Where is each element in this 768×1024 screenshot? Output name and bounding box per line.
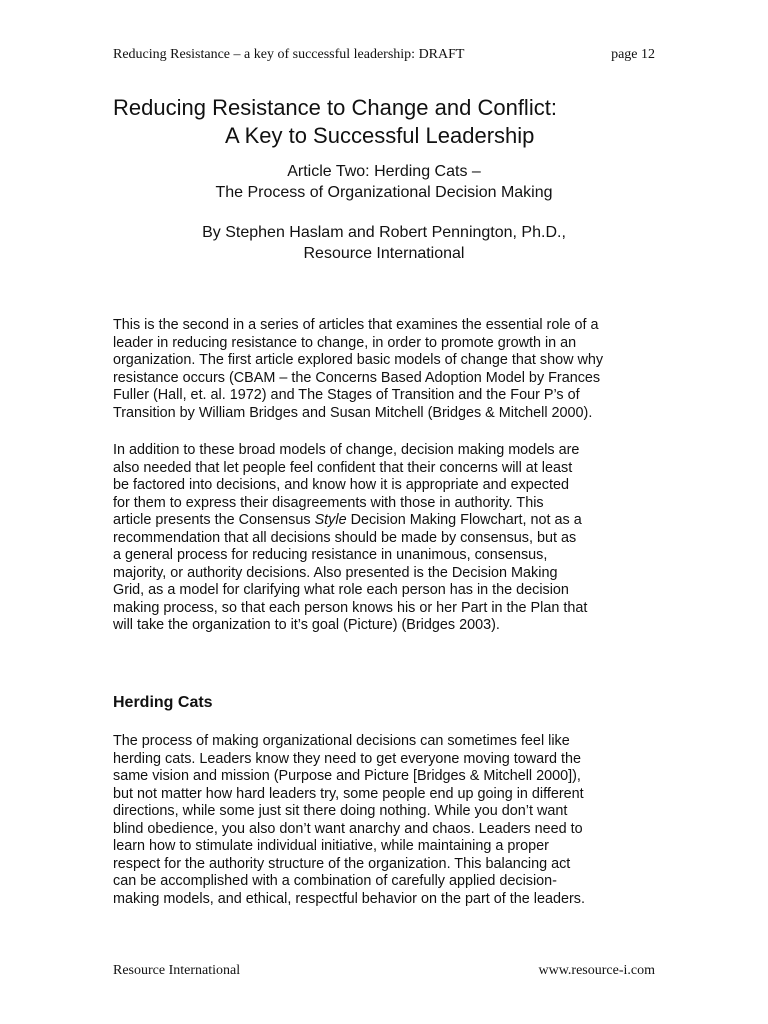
paragraph-line: leader in reducing resistance to change, in order to promote growth in an: [113, 334, 577, 351]
paragraph-line: learn how to stimulate individual initiative, while maintaining a proper: [113, 838, 549, 854]
paragraph-line: be factored into decisions, and know how it is appropriate and expected: [113, 477, 569, 493]
paragraph-line: making models, and ethical, respectful behavior on the part of the leaders.: [113, 890, 585, 907]
document-title: [113, 94, 673, 150]
subtitle-line-1: Article Two: Herding Cats –: [287, 163, 481, 180]
paragraph-line: directions, while some just sit there doing nothing. While you don’t want: [113, 803, 568, 819]
body-paragraph-2: [113, 442, 673, 635]
paragraph-line: blind obedience, you also don’t want anarchy and chaos. Leaders need to: [113, 820, 583, 837]
paragraph-line: recommendation that all decisions should be made by consensus, but as: [113, 529, 577, 546]
title-line-2: A Key to Successful Leadership: [225, 123, 535, 148]
running-title: Reducing Resistance – a key of successful leadership: DRAFT: [113, 47, 465, 62]
subtitle-line-2: The Process of Organizational Decision Making: [215, 184, 553, 201]
article-subtitle: [113, 161, 655, 203]
paragraph-line: In addition to these broad models of change, decision making models are: [113, 442, 580, 458]
byline-authors: By Stephen Haslam and Robert Pennington, Ph.D.,: [202, 224, 566, 241]
paragraph-line: making process, so that each person knows his or her Part in the Plan that: [113, 599, 588, 616]
paragraph-line: The process of making organizational decisions can sometimes feel like: [113, 733, 570, 749]
paragraph-line: organization. The first article explored basic models of change that show why: [113, 352, 604, 368]
styled-text-pre: article presents the Consensus: [113, 512, 315, 528]
byline: [113, 222, 655, 264]
paragraph-line: Grid, as a model for clarifying what role each person has in the decision: [113, 582, 569, 598]
paragraph-line: a general process for reducing resistance in unanimous, consensus,: [113, 547, 548, 563]
paragraph-line: same vision and mission (Purpose and Picture [Bridges & Mitchell 2000]),: [113, 768, 581, 784]
paragraph-line: herding cats. Leaders know they need to get everyone moving toward the: [113, 750, 581, 767]
running-footer: [113, 962, 655, 980]
paragraph-line: Transition by William Bridges and Susan Mitchell (Bridges & Mitchell 2000).: [113, 404, 593, 421]
paragraph-line-styled: [113, 512, 673, 530]
body-paragraph-3: [113, 733, 673, 908]
paragraph-line: also needed that let people feel confident that their concerns will at least: [113, 459, 573, 476]
title-line-1: Reducing Resistance to Change and Conflict:: [113, 95, 557, 120]
paragraph-line: can be accomplished with a combination of carefully applied decision-: [113, 873, 557, 889]
italic-style-word: Style: [314, 512, 347, 528]
paragraph-line: will take the organization to it’s goal (Picture) (Bridges 2003).: [113, 617, 500, 633]
footer-organization: Resource International: [113, 963, 241, 978]
paragraph-line: respect for the authority structure of the organization. This balancing act: [113, 855, 571, 872]
paragraph-line: Fuller (Hall, et. al. 1972) and The Stages of Transition and the Four P’s of: [113, 387, 580, 403]
byline-organization: Resource International: [303, 245, 465, 262]
paragraph-line: but not matter how hard leaders try, some people end up going in different: [113, 785, 584, 802]
paragraph-line: resistance occurs (CBAM – the Concerns Based Adoption Model by Frances: [113, 369, 601, 386]
body-paragraph-1: [113, 317, 673, 422]
footer-website-link[interactable]: www.resource-i.com: [538, 963, 655, 978]
paragraph-line: This is the second in a series of articles that examines the essential role of a: [113, 317, 599, 333]
paragraph-line: majority, or authority decisions. Also presented is the Decision Making: [113, 564, 558, 581]
paragraph-line: for them to express their disagreements with those in authority. This: [113, 494, 544, 511]
styled-text-post: Decision Making Flowchart, not as a: [346, 512, 582, 528]
page-number: page 12: [611, 47, 655, 62]
running-header: [113, 46, 655, 64]
section-heading: Herding Cats: [113, 694, 213, 711]
